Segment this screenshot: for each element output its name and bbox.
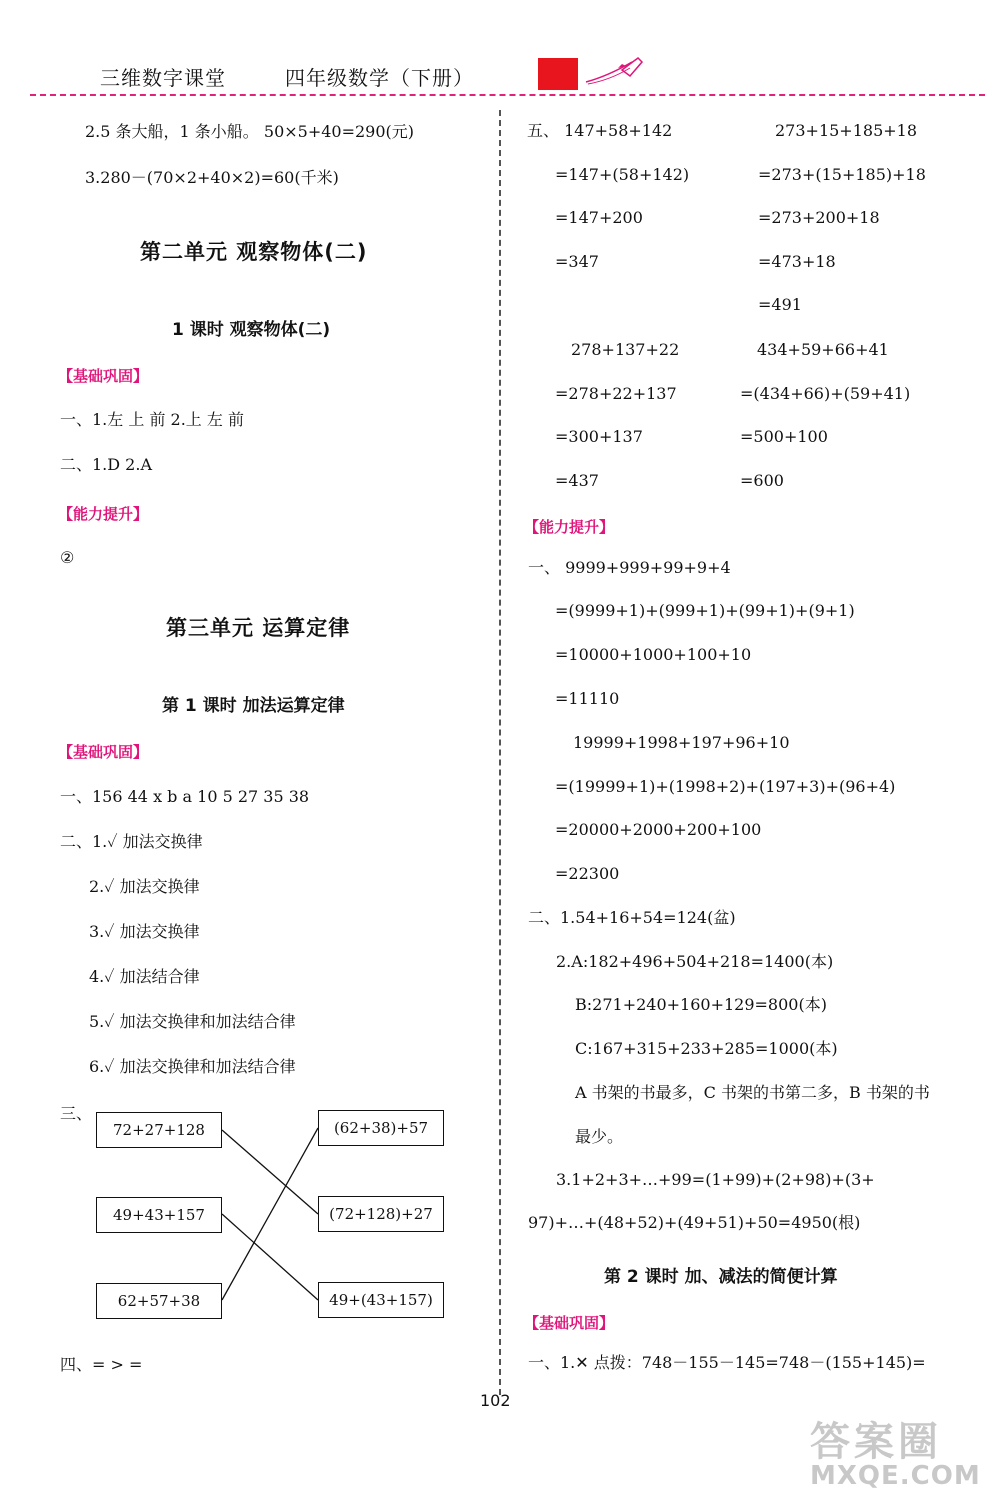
calc-line: =273+(15+185)+18 [758,165,926,184]
header-series: 三维数字课堂 [100,66,226,90]
answer-line: 97)+…+(48+52)+(49+51)+50=4950(根) [528,1213,861,1232]
calc-line: =491 [758,295,802,314]
answer-line: 2.✓ 加法交换律 [89,877,200,896]
watermark-url: MXQE.COM [810,1461,981,1491]
unit2-title: 第二单元 观察物体(二) [140,240,368,264]
unit3-lesson-title: 第 1 课时 加法运算定律 [162,696,345,716]
unit3-title: 第三单元 运算定律 [166,616,351,640]
tag-basic: 【基础巩固】 [58,367,149,385]
answer-line: 四、= > = [60,1355,143,1374]
calc-line: =20000+2000+200+100 [555,820,762,839]
answer-line: ② [60,548,75,567]
match-right-box: (62+38)+57 [318,1110,444,1146]
calc-line: 278+137+22 [571,340,680,359]
answer-line: A 书架的书最多，C 书架的书第二多，B 书架的书 [575,1083,930,1102]
calc-line: =273+200+18 [758,208,880,227]
calc-line: 五、 147+58+142 [527,121,673,140]
calc-line: 19999+1998+197+96+10 [573,733,790,752]
answer-line: 2.5 条大船，1 条小船。 50×5+40=290(元) [85,122,415,141]
match-right-box: (72+128)+27 [318,1196,444,1232]
answer-line: C:167+315+233+285=1000(本) [575,1039,838,1058]
answer-line: 一、1.左 上 前 2.上 左 前 [60,410,244,429]
tag-ability: 【能力提升】 [58,505,149,523]
rocket-icon [578,54,648,88]
match-left-box: 49+43+157 [96,1197,222,1233]
calc-line: =300+137 [555,427,643,446]
match-left-box: 72+27+128 [96,1112,222,1148]
calc-line: =11110 [555,689,620,708]
answer-line: 4.✓ 加法结合律 [89,967,200,986]
unit2-lesson-title: 1 课时 观察物体(二) [172,320,331,340]
page-number: 102 [480,1391,511,1410]
calc-line: =600 [740,471,784,490]
tag-basic: 【基础巩固】 [524,1314,615,1332]
watermark-text: 答案圈 [810,1419,942,1465]
calc-line: =347 [555,252,599,271]
answer-line: 3.280－(70×2+40×2)=60(千米) [85,168,339,187]
question-label: 三、 [60,1104,93,1123]
calc-line: =147+200 [555,208,643,227]
calc-line: =(9999+1)+(999+1)+(99+1)+(9+1) [555,601,855,620]
match-right-box: 49+(43+157) [318,1282,444,1318]
calc-line: =473+18 [758,252,836,271]
answer-line: 5.✓ 加法交换律和加法结合律 [89,1012,296,1031]
answer-line: 二、1.✓ 加法交换律 [60,832,203,851]
answer-line: 6.✓ 加法交换律和加法结合律 [89,1057,296,1076]
answer-line: B:271+240+160+129=800(本) [575,995,827,1014]
calc-line: =(19999+1)+(1998+2)+(197+3)+(96+4) [555,777,896,796]
tag-ability: 【能力提升】 [524,518,615,536]
calc-line: =22300 [555,864,620,883]
calc-line: =147+(58+142) [555,165,690,184]
calc-line: =(434+66)+(59+41) [740,384,911,403]
header-red-block [538,58,578,90]
match-left-box: 62+57+38 [96,1283,222,1319]
calc-line: 434+59+66+41 [757,340,889,359]
calc-line: =437 [555,471,599,490]
calc-line: 一、 9999+999+99+9+4 [528,558,731,577]
answer-line: 二、1.D 2.A [60,455,153,474]
lesson2-title: 第 2 课时 加、减法的简便计算 [604,1267,838,1287]
answer-line: 3.✓ 加法交换律 [89,922,200,941]
calc-line: =278+22+137 [555,384,677,403]
answer-line: 3.1+2+3+…+99=(1+99)+(2+98)+(3+ [556,1170,875,1189]
matching-lines [0,0,500,1400]
calc-line: 273+15+185+18 [775,121,918,140]
watermark [810,1410,981,1491]
answer-line: 二、1.54+16+54=124(盆) [528,908,736,927]
header-book: 四年级数学（下册） [285,66,474,90]
answer-line: 一、156 44 x b a 10 5 27 35 38 [60,787,310,806]
tag-basic: 【基础巩固】 [58,743,149,761]
calc-line: =500+100 [740,427,828,446]
answer-line: 一、1.✕ 点拨：748－155－145=748－(155+145)= [528,1353,926,1372]
answer-line: 最少。 [575,1127,624,1146]
answer-line: 2.A:182+496+504+218=1400(本) [556,952,834,971]
calc-line: =10000+1000+100+10 [555,645,752,664]
